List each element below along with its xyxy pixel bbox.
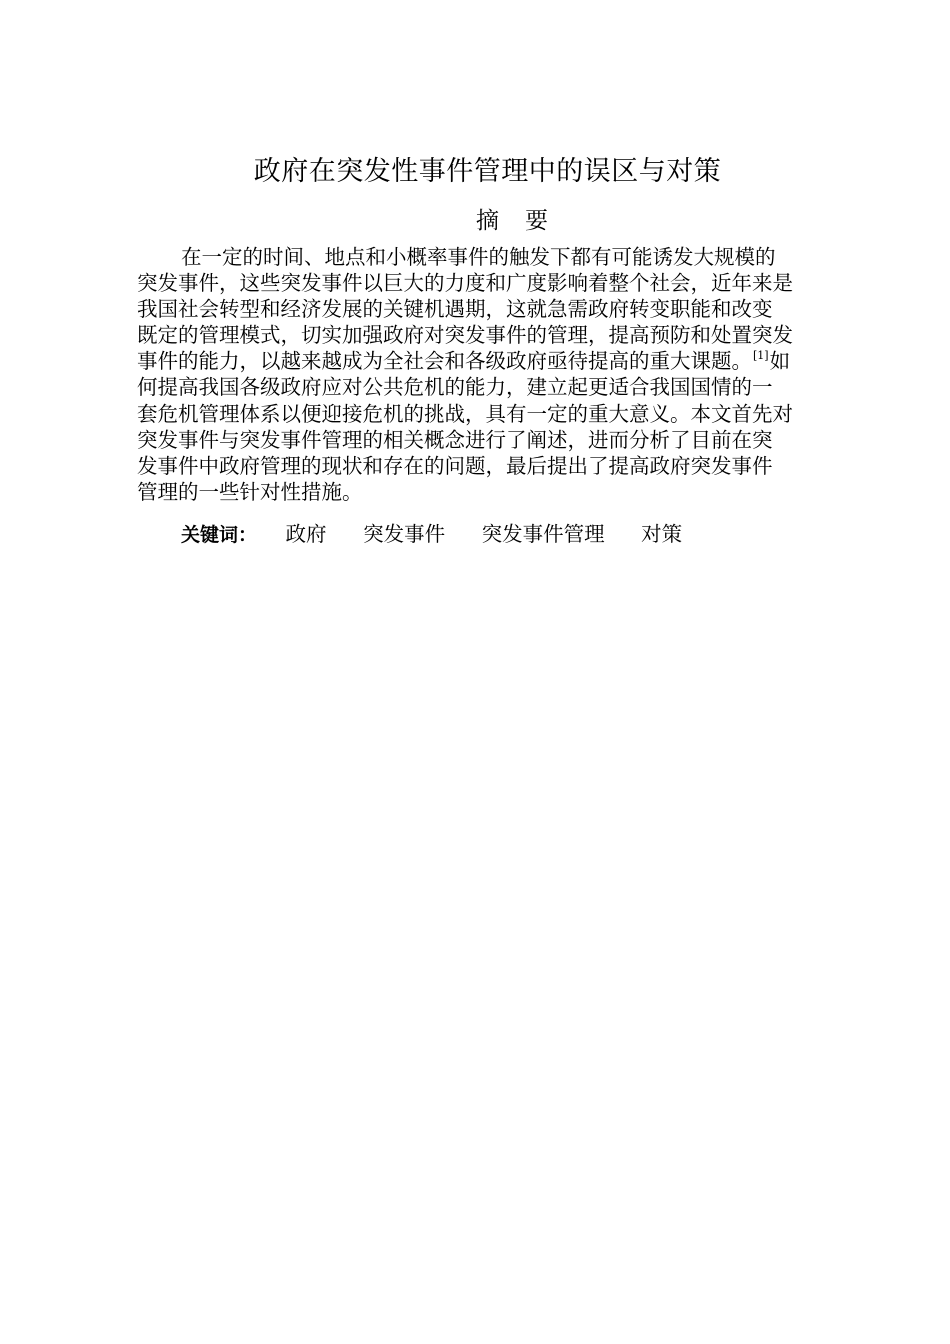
abstract-heading-char-1: 摘 <box>476 208 499 234</box>
abstract-line-6: 何提高我国各级政府应对公共危机的能力，建立起更适合我国国情的一 <box>137 375 773 400</box>
abstract-line-1: 在一定的时间、地点和小概率事件的触发下都有可能诱发大规模的 <box>181 245 776 269</box>
abstract-heading <box>0 204 950 238</box>
abstract-body <box>137 244 837 505</box>
abstract-line-2: 突发事件，这些突发事件以巨大的力度和广度影响着整个社会，近年来是 <box>137 271 793 296</box>
document-title: 政府在突发性事件管理中的误区与对策 <box>253 156 722 187</box>
abstract-line-7: 套危机管理体系以便迎接危机的挑战，具有一定的重大意义。本文首先对 <box>137 401 793 426</box>
abstract-line-9: 发事件中政府管理的现状和存在的问题，最后提出了提高政府突发事件 <box>137 453 773 478</box>
abstract-line-4: 既定的管理模式，切实加强政府对突发事件的管理，提高预防和处置突发 <box>137 323 793 348</box>
abstract-line-5-tail: 如 <box>769 349 791 374</box>
keyword-item: 突发事件 <box>363 522 446 546</box>
abstract-line-10: 管理的一些针对性措施。 <box>137 479 363 504</box>
keywords-row <box>181 520 712 549</box>
abstract-line-8: 突发事件与突发事件管理的相关概念进行了阐述，进而分析了目前在突 <box>137 427 773 452</box>
keyword-item: 政府 <box>285 522 327 546</box>
keyword-item: 突发事件管理 <box>481 522 605 546</box>
citation-mark: [1] <box>753 349 769 363</box>
keyword-item: 对策 <box>641 522 683 546</box>
keywords-label: 关键词： <box>181 524 258 546</box>
abstract-heading-char-2: 要 <box>525 208 548 234</box>
abstract-line-3: 我国社会转型和经济发展的关键机遇期，这就急需政府转变职能和改变 <box>137 297 773 322</box>
abstract-line-5 <box>137 348 837 374</box>
abstract-line-5-text: 事件的能力，以越来越成为全社会和各级政府亟待提高的重大课题。 <box>137 349 752 374</box>
